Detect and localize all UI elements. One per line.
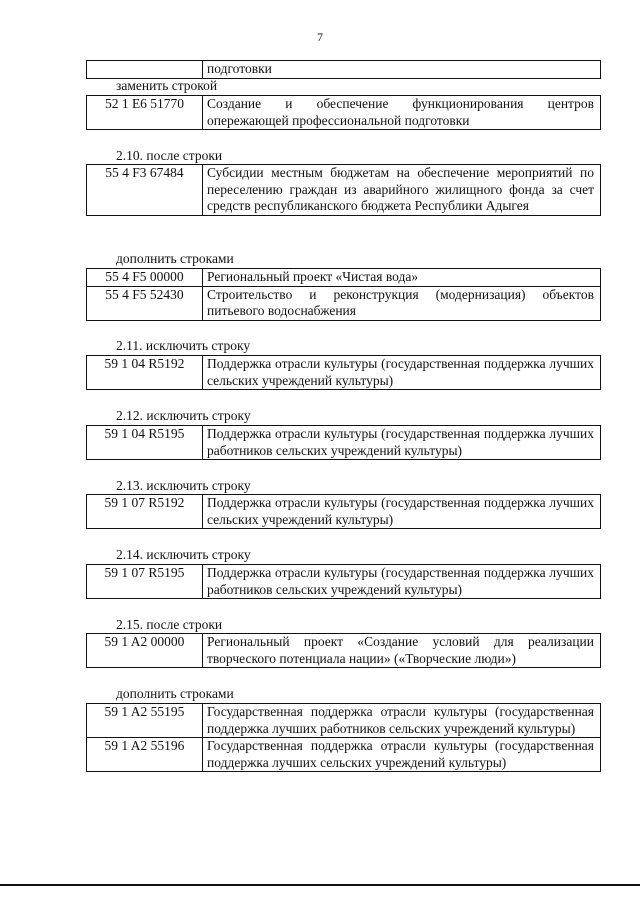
page-number: 7: [317, 30, 323, 44]
section-table: [86, 355, 601, 390]
row-code: 59 1 A2 00000: [87, 634, 203, 668]
table-row: [87, 165, 601, 216]
section-heading: 2.15. после строки: [116, 617, 223, 632]
table-row: [87, 96, 601, 130]
row-text: Государственная поддержка отрасли культуры (государственная поддержка лучших сельских учреждений культуры): [203, 738, 601, 772]
section-table: [86, 95, 601, 130]
bottom-rule: [0, 884, 640, 886]
row-code: 59 1 A2 55196: [87, 738, 203, 772]
section-heading: 2.12. исключить строку: [116, 408, 251, 423]
section-heading: 2.10. после строки: [116, 148, 223, 163]
section-table: [86, 564, 601, 599]
table-row: [87, 356, 601, 390]
table-row: [87, 704, 601, 738]
continuation-table: [86, 60, 601, 79]
table-row: [87, 634, 601, 668]
section-table: [86, 633, 601, 668]
row-text: Поддержка отрасли культуры (государственная поддержка лучших работников сельских учреждений культуры): [203, 426, 601, 460]
row-code: 59 1 04 R5192: [87, 356, 203, 390]
section-table: [86, 164, 601, 216]
table-row: [87, 286, 601, 320]
row-code: [87, 61, 203, 79]
row-text: Поддержка отрасли культуры (государственная поддержка лучших сельских учреждений культуры): [203, 356, 601, 390]
table-row: [87, 565, 601, 599]
table-row: [87, 426, 601, 460]
row-code: 52 1 E6 51770: [87, 96, 203, 130]
row-text: Создание и обеспечение функционирования центров опережающей профессиональной подготовки: [203, 96, 601, 130]
row-text: Региональный проект «Создание условий для реализации творческого потенциала нации» («Творческие люди»): [203, 634, 601, 668]
row-code: 59 1 07 R5192: [87, 495, 203, 529]
section-heading: 2.14. исключить строку: [116, 547, 251, 562]
section-table: [86, 703, 601, 772]
row-code: 59 1 A2 55195: [87, 704, 203, 738]
row-code: 55 4 F3 67484: [87, 165, 203, 216]
row-text: Государственная поддержка отрасли культуры (государственная поддержка лучших работников сельских учреждений культуры): [203, 704, 601, 738]
table-row: [87, 495, 601, 529]
section-heading: 2.13. исключить строку: [116, 478, 251, 493]
row-code: 59 1 04 R5195: [87, 426, 203, 460]
section-heading: 2.11. исключить строку: [116, 338, 251, 353]
row-code: 59 1 07 R5195: [87, 565, 203, 599]
section-heading: заменить строкой: [116, 78, 218, 93]
row-text: подготовки: [203, 61, 601, 79]
section-table: [86, 494, 601, 529]
table-row: [87, 269, 601, 287]
row-code: 55 4 F5 00000: [87, 269, 203, 287]
row-text: Строительство и реконструкция (модернизация) объектов питьевого водоснабжения: [203, 286, 601, 320]
row-text: Региональный проект «Чистая вода»: [203, 269, 601, 287]
table-row: [87, 738, 601, 772]
row-text: Поддержка отрасли культуры (государственная поддержка лучших работников сельских учреждений культуры): [203, 565, 601, 599]
section-heading: дополнить строками: [116, 251, 234, 266]
section-heading: дополнить строками: [116, 686, 234, 701]
row-text: Поддержка отрасли культуры (государственная поддержка лучших сельских учреждений культуры): [203, 495, 601, 529]
section-table: [86, 425, 601, 460]
section-table: [86, 268, 601, 321]
row-code: 55 4 F5 52430: [87, 286, 203, 320]
row-text: Субсидии местным бюджетам на обеспечение мероприятий по переселению граждан из аварийного жилищного фонда за счет средств республиканского бюджета Республики Адыгея: [203, 165, 601, 216]
table-row: [87, 61, 601, 79]
